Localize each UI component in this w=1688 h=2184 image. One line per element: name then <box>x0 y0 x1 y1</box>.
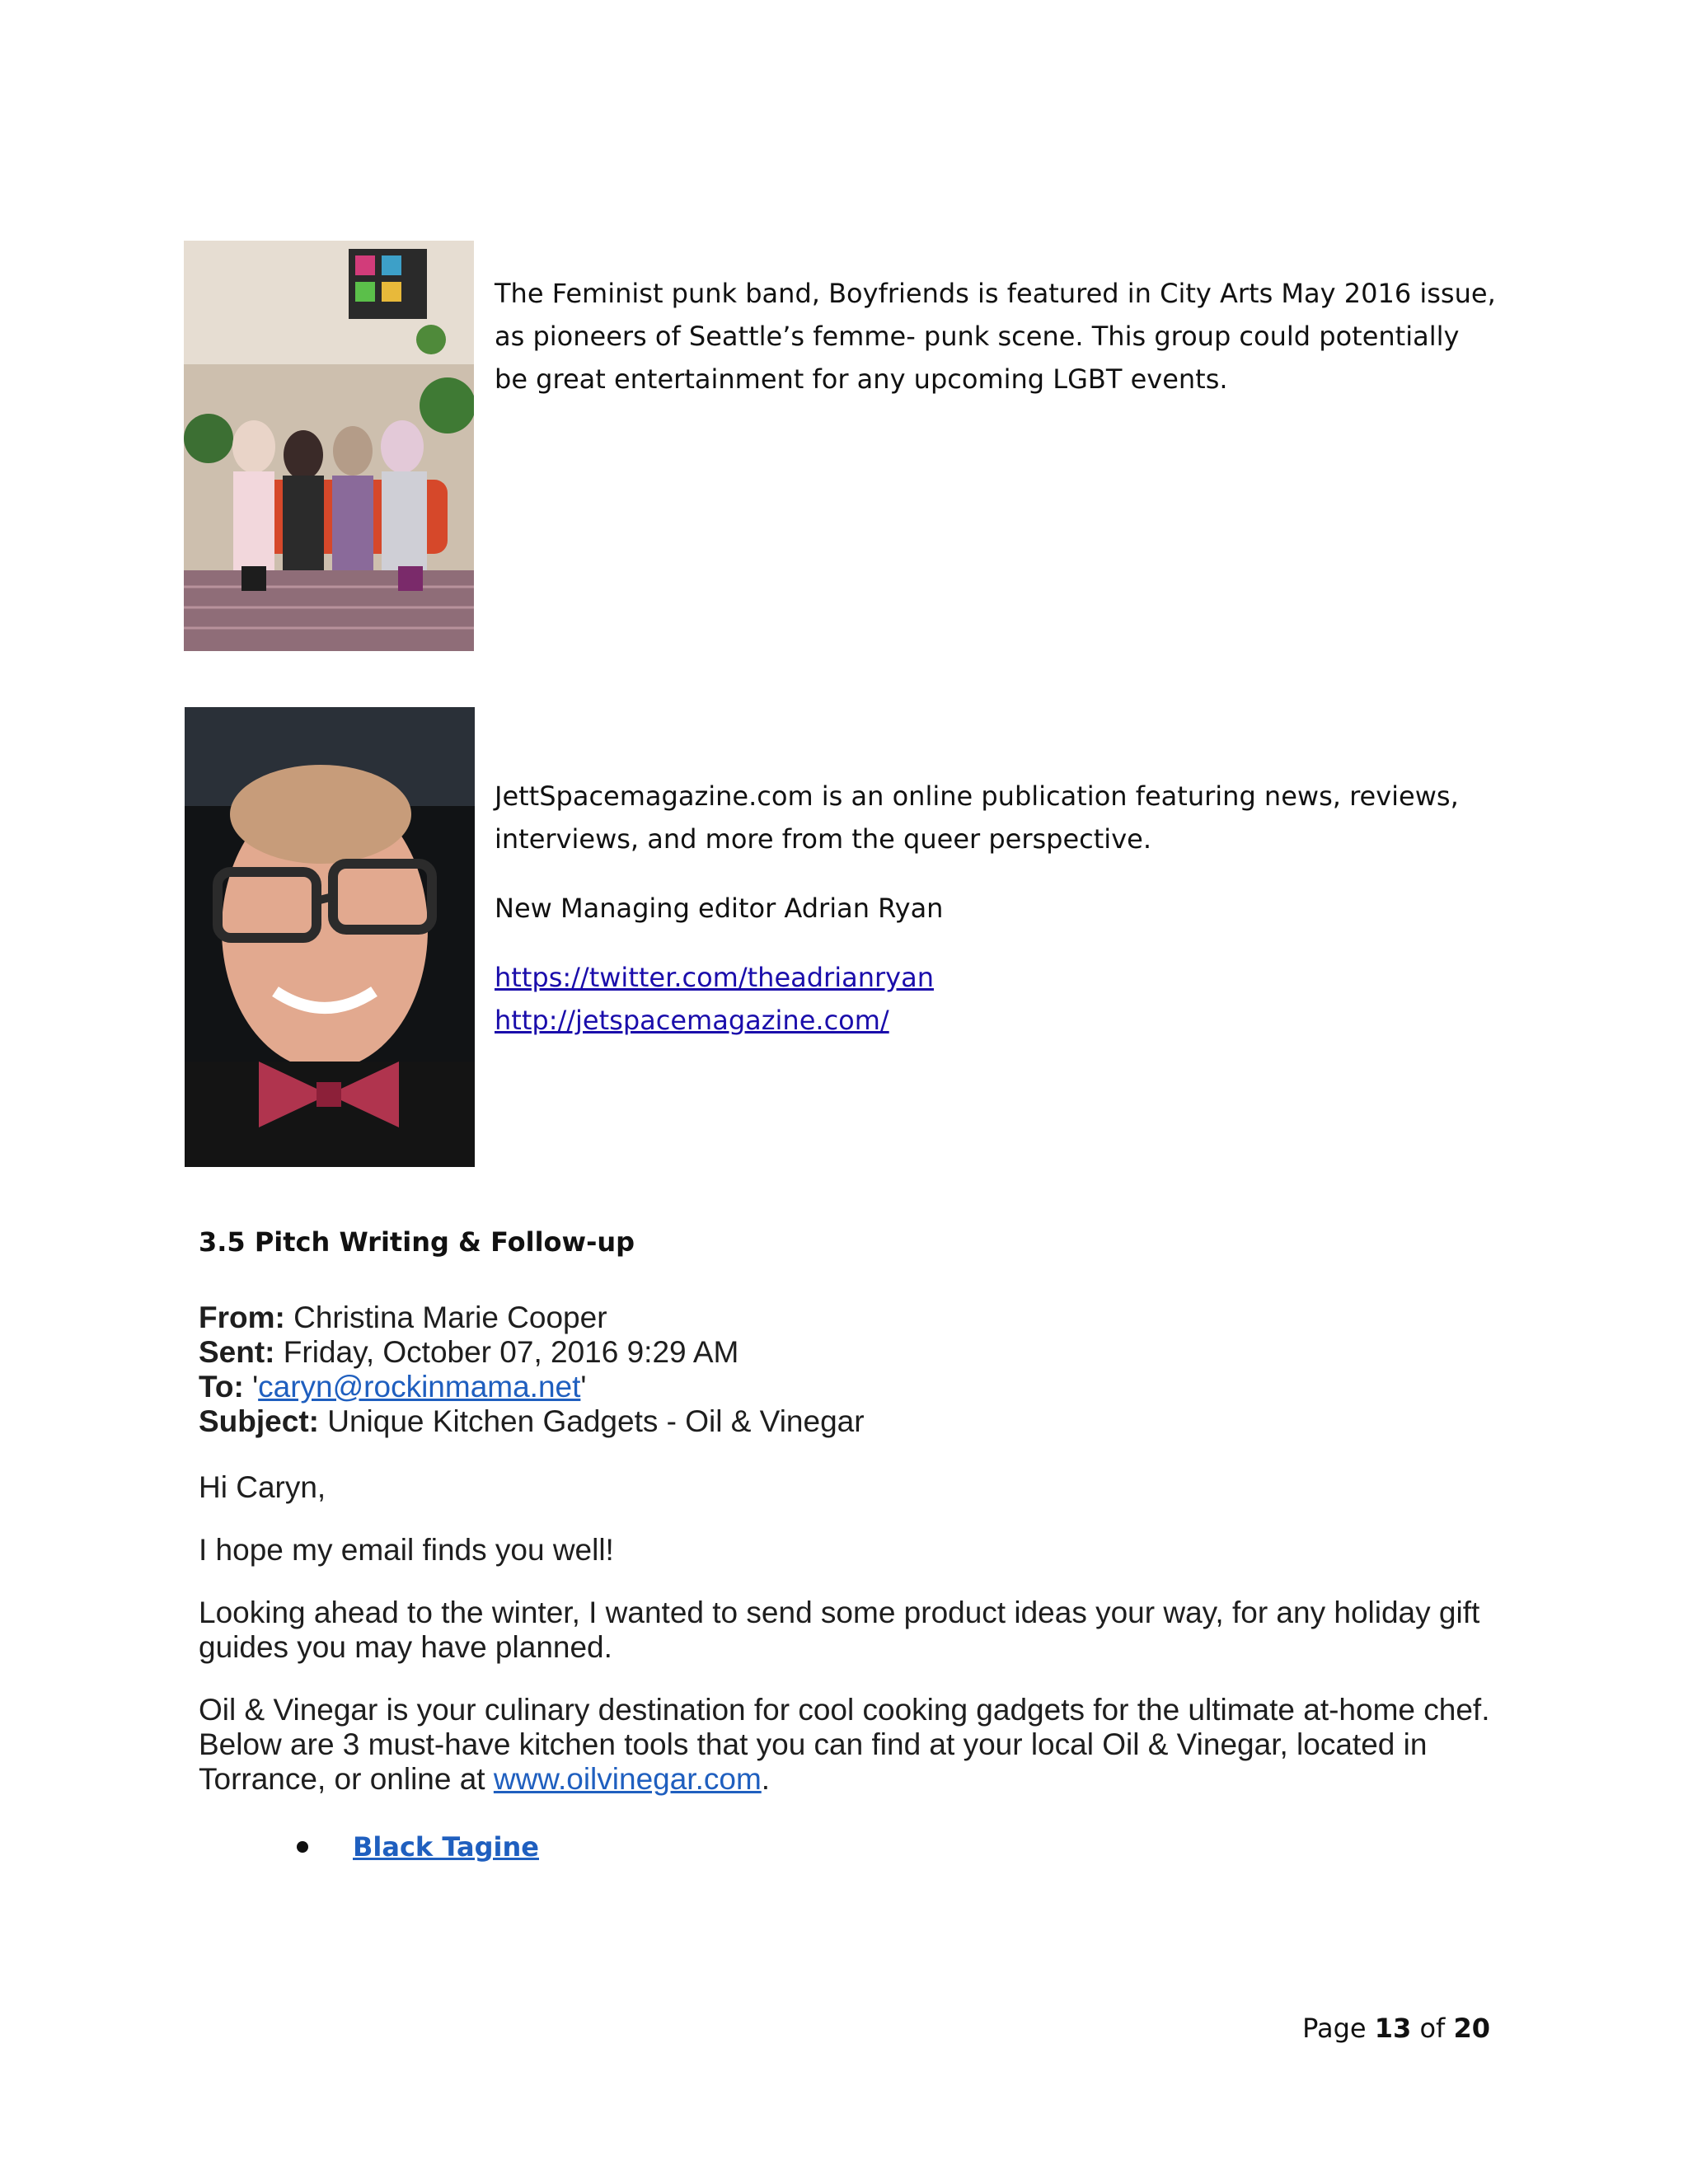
email-line-2: Looking ahead to the winter, I wanted to send some product ideas your way, for any holiday gift guides you may have planned. <box>199 1596 1480 1664</box>
subject-label: Subject: <box>199 1404 319 1438</box>
subject-value: Unique Kitchen Gadgets - Oil & Vinegar <box>327 1404 865 1438</box>
email-sent-row <box>199 1335 1517 1370</box>
email-to-row <box>199 1370 1517 1404</box>
section-heading: 3.5 Pitch Writing & Follow-up <box>199 1226 635 1258</box>
from-label: From: <box>199 1301 285 1334</box>
page-number <box>1302 2013 1490 2044</box>
email-from-row <box>199 1301 1517 1335</box>
bullet-icon <box>297 1841 308 1853</box>
page-total: 20 <box>1453 2013 1490 2044</box>
from-value: Christina Marie Cooper <box>293 1301 607 1334</box>
email-line-3 <box>199 1693 1517 1797</box>
jettspace-description: JettSpacemagazine.com is an online publication featuring news, reviews, interviews, and more from the queer perspective. <box>495 780 1459 855</box>
page-label: Page <box>1302 2013 1367 2044</box>
jetspace-website-link[interactable]: http://jetspacemagazine.com/ <box>495 1005 889 1036</box>
band-description: The Feminist punk band, Boyfriends is featured in City Arts May 2016 issue, as pioneers of Seattle’s femme- punk scene. This group could potentially be great entertainment for any upcoming LGBT events. <box>495 278 1496 395</box>
email-message <box>199 1301 1517 1797</box>
jettspace-info <box>495 775 1500 1042</box>
email-subject-row <box>199 1404 1517 1439</box>
editor-line: New Managing editor Adrian Ryan <box>495 893 944 924</box>
to-email-link[interactable]: caryn@rockinmama.net <box>258 1370 581 1404</box>
email-line-3-text: Oil & Vinegar is your culinary destination for cool cooking gadgets for the ultimate at-home chef. Below are 3 must-have kitchen tools that you can find at your local Oil & Vinegar, located in Torrance, or online at <box>199 1693 1490 1796</box>
black-tagine-link[interactable]: Black Tagine <box>353 1831 539 1863</box>
band-photo <box>184 241 474 651</box>
page-of-label: of <box>1419 2013 1446 2044</box>
to-quote-close: ' <box>580 1370 587 1404</box>
to-quote-open: ' <box>252 1370 259 1404</box>
editor-photo <box>185 707 475 1167</box>
page-current: 13 <box>1374 2013 1412 2044</box>
bullet-list-item <box>297 1831 539 1863</box>
twitter-link[interactable]: https://twitter.com/theadrianryan <box>495 962 934 993</box>
email-greeting: Hi Caryn, <box>199 1470 326 1504</box>
to-label: To: <box>199 1370 244 1404</box>
sent-value: Friday, October 07, 2016 9:29 AM <box>283 1335 739 1369</box>
oilvinegar-link[interactable]: www.oilvinegar.com <box>493 1762 762 1796</box>
sent-label: Sent: <box>199 1335 275 1369</box>
email-line-1: I hope my email finds you well! <box>199 1533 614 1567</box>
email-line-3-end: . <box>761 1762 771 1796</box>
